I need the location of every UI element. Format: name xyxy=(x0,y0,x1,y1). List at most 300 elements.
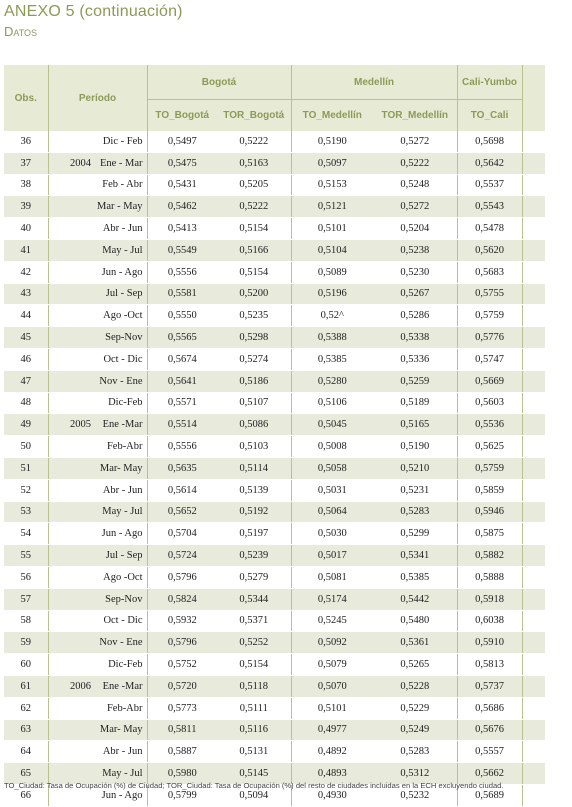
cell-tor-bogota: 0,5252 xyxy=(217,632,291,654)
cell-to-cali: 0,5536 xyxy=(457,414,522,436)
cell-obs: 60 xyxy=(4,654,48,676)
cell-spacer xyxy=(522,501,545,523)
header-group-medellin: Medellín xyxy=(291,65,457,100)
cell-tor-bogota: 0,5279 xyxy=(217,566,291,588)
cell-tor-medellin: 0,5283 xyxy=(373,741,457,763)
cell-tor-bogota: 0,5371 xyxy=(217,610,291,632)
cell-year: 2005 xyxy=(48,414,93,436)
cell-tor-bogota: 0,5163 xyxy=(217,152,291,174)
cell-spacer xyxy=(522,675,545,697)
cell-to-cali: 0,5759 xyxy=(457,305,522,327)
table-row xyxy=(4,392,545,414)
cell-spacer xyxy=(522,588,545,610)
cell-spacer xyxy=(522,327,545,349)
cell-to-cali: 0,5918 xyxy=(457,588,522,610)
cell-spacer xyxy=(522,632,545,654)
cell-to-medellin: 0,5153 xyxy=(291,174,373,196)
table-row xyxy=(4,566,545,588)
cell-to-cali: 0,5642 xyxy=(457,152,522,174)
cell-period: Oct - Dic xyxy=(93,610,147,632)
table-row xyxy=(4,327,545,349)
cell-obs: 65 xyxy=(4,763,48,785)
header-group-cali: Cali-Yumbo xyxy=(457,65,522,100)
cell-to-bogota: 0,5581 xyxy=(147,283,217,305)
table-row xyxy=(4,131,545,152)
cell-tor-medellin: 0,5222 xyxy=(373,152,457,174)
cell-to-cali: 0,5813 xyxy=(457,654,522,676)
page-title: ANEXO 5 (continuación) xyxy=(4,3,183,20)
cell-obs: 43 xyxy=(4,283,48,305)
cell-period: May - Jul xyxy=(93,501,147,523)
cell-tor-bogota: 0,5103 xyxy=(217,436,291,458)
cell-tor-medellin: 0,5272 xyxy=(373,131,457,152)
cell-to-bogota: 0,5796 xyxy=(147,632,217,654)
section-subtitle: Datos xyxy=(4,24,38,39)
table-row xyxy=(4,719,545,741)
cell-to-medellin: 0,5017 xyxy=(291,545,373,567)
cell-tor-medellin: 0,5165 xyxy=(373,414,457,436)
cell-spacer xyxy=(522,697,545,719)
cell-to-medellin: 0,5030 xyxy=(291,523,373,545)
cell-to-bogota: 0,5799 xyxy=(147,784,217,806)
cell-to-bogota: 0,5614 xyxy=(147,479,217,501)
cell-to-bogota: 0,5462 xyxy=(147,196,217,218)
table-row xyxy=(4,174,545,196)
cell-to-bogota: 0,5514 xyxy=(147,414,217,436)
cell-tor-medellin: 0,5229 xyxy=(373,697,457,719)
cell-to-bogota: 0,5773 xyxy=(147,697,217,719)
cell-period: Jul - Sep xyxy=(93,283,147,305)
cell-spacer xyxy=(522,741,545,763)
header-to-cali: TO_Cali xyxy=(457,100,522,132)
cell-period: Abr - Jun xyxy=(93,479,147,501)
cell-period: May - Jul xyxy=(93,763,147,785)
table-body xyxy=(4,131,545,806)
header-spacer xyxy=(522,65,545,131)
cell-period: Abr - Jun xyxy=(93,218,147,240)
cell-spacer xyxy=(522,305,545,327)
cell-obs: 62 xyxy=(4,697,48,719)
table-row xyxy=(4,218,545,240)
cell-tor-medellin: 0,5267 xyxy=(373,283,457,305)
table-row xyxy=(4,675,545,697)
cell-to-cali: 0,5776 xyxy=(457,327,522,349)
cell-to-bogota: 0,5550 xyxy=(147,305,217,327)
cell-spacer xyxy=(522,370,545,392)
cell-spacer xyxy=(522,523,545,545)
cell-period: Nov - Ene xyxy=(93,370,147,392)
cell-tor-medellin: 0,5204 xyxy=(373,218,457,240)
cell-obs: 47 xyxy=(4,370,48,392)
cell-to-cali: 0,5910 xyxy=(457,632,522,654)
cell-period: Mar- May xyxy=(93,719,147,741)
table-row xyxy=(4,457,545,479)
cell-year xyxy=(48,588,93,610)
cell-period: Feb-Abr xyxy=(93,697,147,719)
cell-year xyxy=(48,523,93,545)
cell-period: Ene -Mar xyxy=(93,675,147,697)
header-to-bogota: TO_Bogotá xyxy=(147,100,217,132)
cell-to-bogota: 0,5431 xyxy=(147,174,217,196)
cell-tor-bogota: 0,5200 xyxy=(217,283,291,305)
cell-spacer xyxy=(522,566,545,588)
cell-tor-bogota: 0,5205 xyxy=(217,174,291,196)
header-group-bogota: Bogotá xyxy=(147,65,291,100)
cell-period: Jun - Ago xyxy=(93,523,147,545)
cell-to-bogota: 0,5674 xyxy=(147,348,217,370)
cell-obs: 63 xyxy=(4,719,48,741)
cell-tor-bogota: 0,5139 xyxy=(217,479,291,501)
cell-year xyxy=(48,174,93,196)
cell-to-bogota: 0,5413 xyxy=(147,218,217,240)
cell-period: Jun - Ago xyxy=(93,784,147,806)
cell-tor-bogota: 0,5116 xyxy=(217,719,291,741)
cell-obs: 45 xyxy=(4,327,48,349)
cell-year xyxy=(48,457,93,479)
cell-obs: 39 xyxy=(4,196,48,218)
cell-to-medellin: 0,5106 xyxy=(291,392,373,414)
cell-year xyxy=(48,196,93,218)
cell-period: Feb - Abr xyxy=(93,174,147,196)
cell-to-medellin: 0,5064 xyxy=(291,501,373,523)
cell-tor-medellin: 0,5338 xyxy=(373,327,457,349)
table-row xyxy=(4,152,545,174)
cell-period: Nov - Ene xyxy=(93,632,147,654)
cell-to-medellin: 0,5385 xyxy=(291,348,373,370)
cell-tor-medellin: 0,5361 xyxy=(373,632,457,654)
cell-obs: 41 xyxy=(4,239,48,261)
cell-to-cali: 0,5946 xyxy=(457,501,522,523)
cell-tor-bogota: 0,5118 xyxy=(217,675,291,697)
cell-period: Mar- May xyxy=(93,457,147,479)
cell-period: Sep-Nov xyxy=(93,327,147,349)
cell-tor-medellin: 0,5299 xyxy=(373,523,457,545)
cell-to-medellin: 0,4892 xyxy=(291,741,373,763)
cell-to-medellin: 0,5008 xyxy=(291,436,373,458)
cell-to-medellin: 0,5058 xyxy=(291,457,373,479)
table-row xyxy=(4,479,545,501)
cell-to-cali: 0,5669 xyxy=(457,370,522,392)
cell-tor-medellin: 0,5189 xyxy=(373,392,457,414)
cell-year xyxy=(48,501,93,523)
cell-obs: 51 xyxy=(4,457,48,479)
cell-period: Ene - Mar xyxy=(93,152,147,174)
cell-to-medellin: 0,5045 xyxy=(291,414,373,436)
cell-to-cali: 0,5683 xyxy=(457,261,522,283)
cell-to-cali: 0,5543 xyxy=(457,196,522,218)
cell-tor-medellin: 0,5231 xyxy=(373,479,457,501)
cell-to-medellin: 0,5174 xyxy=(291,588,373,610)
cell-tor-medellin: 0,5210 xyxy=(373,457,457,479)
cell-to-bogota: 0,5932 xyxy=(147,610,217,632)
cell-period: Dic-Feb xyxy=(93,392,147,414)
cell-to-medellin: 0,5190 xyxy=(291,131,373,152)
cell-to-bogota: 0,5497 xyxy=(147,131,217,152)
cell-obs: 53 xyxy=(4,501,48,523)
cell-period: Jul - Sep xyxy=(93,545,147,567)
table-row xyxy=(4,741,545,763)
cell-obs: 44 xyxy=(4,305,48,327)
cell-to-cali: 0,5662 xyxy=(457,763,522,785)
cell-to-medellin: 0,52^ xyxy=(291,305,373,327)
cell-to-cali: 0,5759 xyxy=(457,457,522,479)
cell-to-cali: 0,5875 xyxy=(457,523,522,545)
cell-spacer xyxy=(522,414,545,436)
cell-tor-medellin: 0,5238 xyxy=(373,239,457,261)
cell-obs: 64 xyxy=(4,741,48,763)
cell-tor-medellin: 0,5480 xyxy=(373,610,457,632)
cell-to-bogota: 0,5980 xyxy=(147,763,217,785)
cell-tor-medellin: 0,5442 xyxy=(373,588,457,610)
cell-to-bogota: 0,5475 xyxy=(147,152,217,174)
cell-tor-bogota: 0,5131 xyxy=(217,741,291,763)
cell-obs: 58 xyxy=(4,610,48,632)
data-table-container xyxy=(4,65,545,807)
cell-to-bogota: 0,5824 xyxy=(147,588,217,610)
cell-period: Sep-Nov xyxy=(93,588,147,610)
cell-spacer xyxy=(522,654,545,676)
table-row xyxy=(4,196,545,218)
cell-tor-medellin: 0,5272 xyxy=(373,196,457,218)
cell-to-medellin: 0,5031 xyxy=(291,479,373,501)
cell-year xyxy=(48,370,93,392)
cell-tor-medellin: 0,5232 xyxy=(373,784,457,806)
cell-to-cali: 0,5557 xyxy=(457,741,522,763)
cell-tor-medellin: 0,5265 xyxy=(373,654,457,676)
cell-year xyxy=(48,566,93,588)
cell-to-bogota: 0,5549 xyxy=(147,239,217,261)
table-header xyxy=(4,65,545,131)
cell-year xyxy=(48,654,93,676)
cell-year xyxy=(48,131,93,152)
cell-to-cali: 0,5686 xyxy=(457,697,522,719)
cell-period: Ago -Oct xyxy=(93,566,147,588)
table-row xyxy=(4,632,545,654)
footnote: TO_Ciudad: Tasa de Ocupación (%) de Ciudad; TOR_Ciudad: Tasa de Ocupación (%) del resto de ciudades incluidas en la ECH excluyendo ciudad. xyxy=(4,781,504,790)
cell-spacer xyxy=(522,261,545,283)
table-row xyxy=(4,610,545,632)
cell-to-bogota: 0,5556 xyxy=(147,436,217,458)
cell-obs: 56 xyxy=(4,566,48,588)
cell-obs: 38 xyxy=(4,174,48,196)
cell-to-medellin: 0,5070 xyxy=(291,675,373,697)
table-row xyxy=(4,261,545,283)
cell-obs: 52 xyxy=(4,479,48,501)
cell-tor-bogota: 0,5344 xyxy=(217,588,291,610)
cell-to-medellin: 0,5089 xyxy=(291,261,373,283)
cell-to-bogota: 0,5652 xyxy=(147,501,217,523)
cell-to-medellin: 0,5104 xyxy=(291,239,373,261)
cell-obs: 61 xyxy=(4,675,48,697)
table-row xyxy=(4,697,545,719)
cell-period: Oct - Dic xyxy=(93,348,147,370)
cell-spacer xyxy=(522,457,545,479)
cell-spacer xyxy=(522,348,545,370)
cell-to-cali: 0,5537 xyxy=(457,174,522,196)
cell-obs: 36 xyxy=(4,131,48,152)
header-obs: Obs. xyxy=(4,65,48,131)
cell-period: Abr - Jun xyxy=(93,741,147,763)
table-row xyxy=(4,283,545,305)
cell-tor-medellin: 0,5259 xyxy=(373,370,457,392)
cell-tor-bogota: 0,5111 xyxy=(217,697,291,719)
cell-tor-bogota: 0,5274 xyxy=(217,348,291,370)
cell-period: Mar - May xyxy=(93,196,147,218)
cell-period: Ene -Mar xyxy=(93,414,147,436)
cell-to-medellin: 0,5245 xyxy=(291,610,373,632)
cell-to-medellin: 0,5121 xyxy=(291,196,373,218)
cell-spacer xyxy=(522,784,545,806)
data-table xyxy=(4,65,545,807)
cell-obs: 40 xyxy=(4,218,48,240)
cell-spacer xyxy=(522,131,545,152)
cell-to-bogota: 0,5724 xyxy=(147,545,217,567)
cell-spacer xyxy=(522,152,545,174)
cell-period: Ago -Oct xyxy=(93,305,147,327)
cell-obs: 48 xyxy=(4,392,48,414)
cell-tor-bogota: 0,5222 xyxy=(217,131,291,152)
cell-to-medellin: 0,5388 xyxy=(291,327,373,349)
cell-to-medellin: 0,4893 xyxy=(291,763,373,785)
cell-tor-bogota: 0,5235 xyxy=(217,305,291,327)
cell-tor-bogota: 0,5154 xyxy=(217,261,291,283)
cell-obs: 37 xyxy=(4,152,48,174)
cell-year xyxy=(48,348,93,370)
cell-period: Dic-Feb xyxy=(93,654,147,676)
cell-spacer xyxy=(522,719,545,741)
cell-to-cali: 0,5625 xyxy=(457,436,522,458)
cell-tor-bogota: 0,5298 xyxy=(217,327,291,349)
cell-obs: 66 xyxy=(4,784,48,806)
cell-tor-bogota: 0,5239 xyxy=(217,545,291,567)
cell-year xyxy=(48,697,93,719)
cell-year xyxy=(48,218,93,240)
cell-to-cali: 0,5698 xyxy=(457,131,522,152)
cell-spacer xyxy=(522,392,545,414)
table-row xyxy=(4,370,545,392)
cell-to-cali: 0,6038 xyxy=(457,610,522,632)
cell-tor-medellin: 0,5283 xyxy=(373,501,457,523)
header-tor-medellin: TOR_Medellín xyxy=(373,100,457,132)
cell-to-medellin: 0,5101 xyxy=(291,697,373,719)
cell-year xyxy=(48,239,93,261)
cell-to-cali: 0,5755 xyxy=(457,283,522,305)
cell-to-bogota: 0,5811 xyxy=(147,719,217,741)
table-row xyxy=(4,654,545,676)
cell-year: 2006 xyxy=(48,675,93,697)
cell-year xyxy=(48,392,93,414)
cell-to-cali: 0,5689 xyxy=(457,784,522,806)
cell-obs: 49 xyxy=(4,414,48,436)
header-to-medellin: TO_Medellín xyxy=(291,100,373,132)
cell-to-bogota: 0,5556 xyxy=(147,261,217,283)
cell-to-cali: 0,5737 xyxy=(457,675,522,697)
cell-year xyxy=(48,261,93,283)
cell-to-bogota: 0,5641 xyxy=(147,370,217,392)
cell-tor-medellin: 0,5385 xyxy=(373,566,457,588)
table-row xyxy=(4,545,545,567)
cell-spacer xyxy=(522,479,545,501)
cell-obs: 57 xyxy=(4,588,48,610)
cell-year xyxy=(48,610,93,632)
cell-year xyxy=(48,545,93,567)
cell-to-medellin: 0,5196 xyxy=(291,283,373,305)
cell-year xyxy=(48,741,93,763)
cell-to-cali: 0,5603 xyxy=(457,392,522,414)
cell-to-cali: 0,5620 xyxy=(457,239,522,261)
cell-to-cali: 0,5676 xyxy=(457,719,522,741)
cell-tor-bogota: 0,5192 xyxy=(217,501,291,523)
header-tor-bogota: TOR_Bogotá xyxy=(217,100,291,132)
cell-year xyxy=(48,479,93,501)
table-row xyxy=(4,501,545,523)
cell-tor-bogota: 0,5107 xyxy=(217,392,291,414)
cell-to-cali: 0,5882 xyxy=(457,545,522,567)
cell-tor-bogota: 0,5154 xyxy=(217,654,291,676)
cell-tor-medellin: 0,5228 xyxy=(373,675,457,697)
cell-to-medellin: 0,5280 xyxy=(291,370,373,392)
table-row xyxy=(4,523,545,545)
cell-to-medellin: 0,4977 xyxy=(291,719,373,741)
cell-tor-medellin: 0,5336 xyxy=(373,348,457,370)
cell-to-bogota: 0,5752 xyxy=(147,654,217,676)
cell-year xyxy=(48,327,93,349)
cell-obs: 54 xyxy=(4,523,48,545)
table-row xyxy=(4,436,545,458)
cell-year xyxy=(48,283,93,305)
cell-tor-bogota: 0,5166 xyxy=(217,239,291,261)
cell-year: 2004 xyxy=(48,152,93,174)
cell-tor-medellin: 0,5286 xyxy=(373,305,457,327)
cell-tor-bogota: 0,5222 xyxy=(217,196,291,218)
cell-to-medellin: 0,5081 xyxy=(291,566,373,588)
cell-spacer xyxy=(522,174,545,196)
cell-period: Feb-Abr xyxy=(93,436,147,458)
cell-to-medellin: 0,5079 xyxy=(291,654,373,676)
cell-tor-medellin: 0,5230 xyxy=(373,261,457,283)
cell-spacer xyxy=(522,610,545,632)
cell-tor-bogota: 0,5114 xyxy=(217,457,291,479)
cell-tor-medellin: 0,5341 xyxy=(373,545,457,567)
cell-tor-bogota: 0,5154 xyxy=(217,218,291,240)
cell-obs: 59 xyxy=(4,632,48,654)
cell-year xyxy=(48,305,93,327)
cell-to-cali: 0,5747 xyxy=(457,348,522,370)
cell-to-bogota: 0,5704 xyxy=(147,523,217,545)
cell-tor-bogota: 0,5145 xyxy=(217,763,291,785)
cell-obs: 42 xyxy=(4,261,48,283)
table-row xyxy=(4,414,545,436)
cell-tor-bogota: 0,5197 xyxy=(217,523,291,545)
cell-tor-bogota: 0,5094 xyxy=(217,784,291,806)
cell-period: Jun - Ago xyxy=(93,261,147,283)
table-row xyxy=(4,588,545,610)
cell-tor-medellin: 0,5248 xyxy=(373,174,457,196)
table-row xyxy=(4,239,545,261)
cell-obs: 46 xyxy=(4,348,48,370)
cell-obs: 50 xyxy=(4,436,48,458)
cell-to-medellin: 0,5101 xyxy=(291,218,373,240)
cell-tor-bogota: 0,5186 xyxy=(217,370,291,392)
cell-to-bogota: 0,5565 xyxy=(147,327,217,349)
cell-tor-medellin: 0,5249 xyxy=(373,719,457,741)
table-row xyxy=(4,305,545,327)
cell-spacer xyxy=(522,218,545,240)
cell-spacer xyxy=(522,283,545,305)
cell-year xyxy=(48,719,93,741)
cell-year xyxy=(48,632,93,654)
cell-to-bogota: 0,5571 xyxy=(147,392,217,414)
